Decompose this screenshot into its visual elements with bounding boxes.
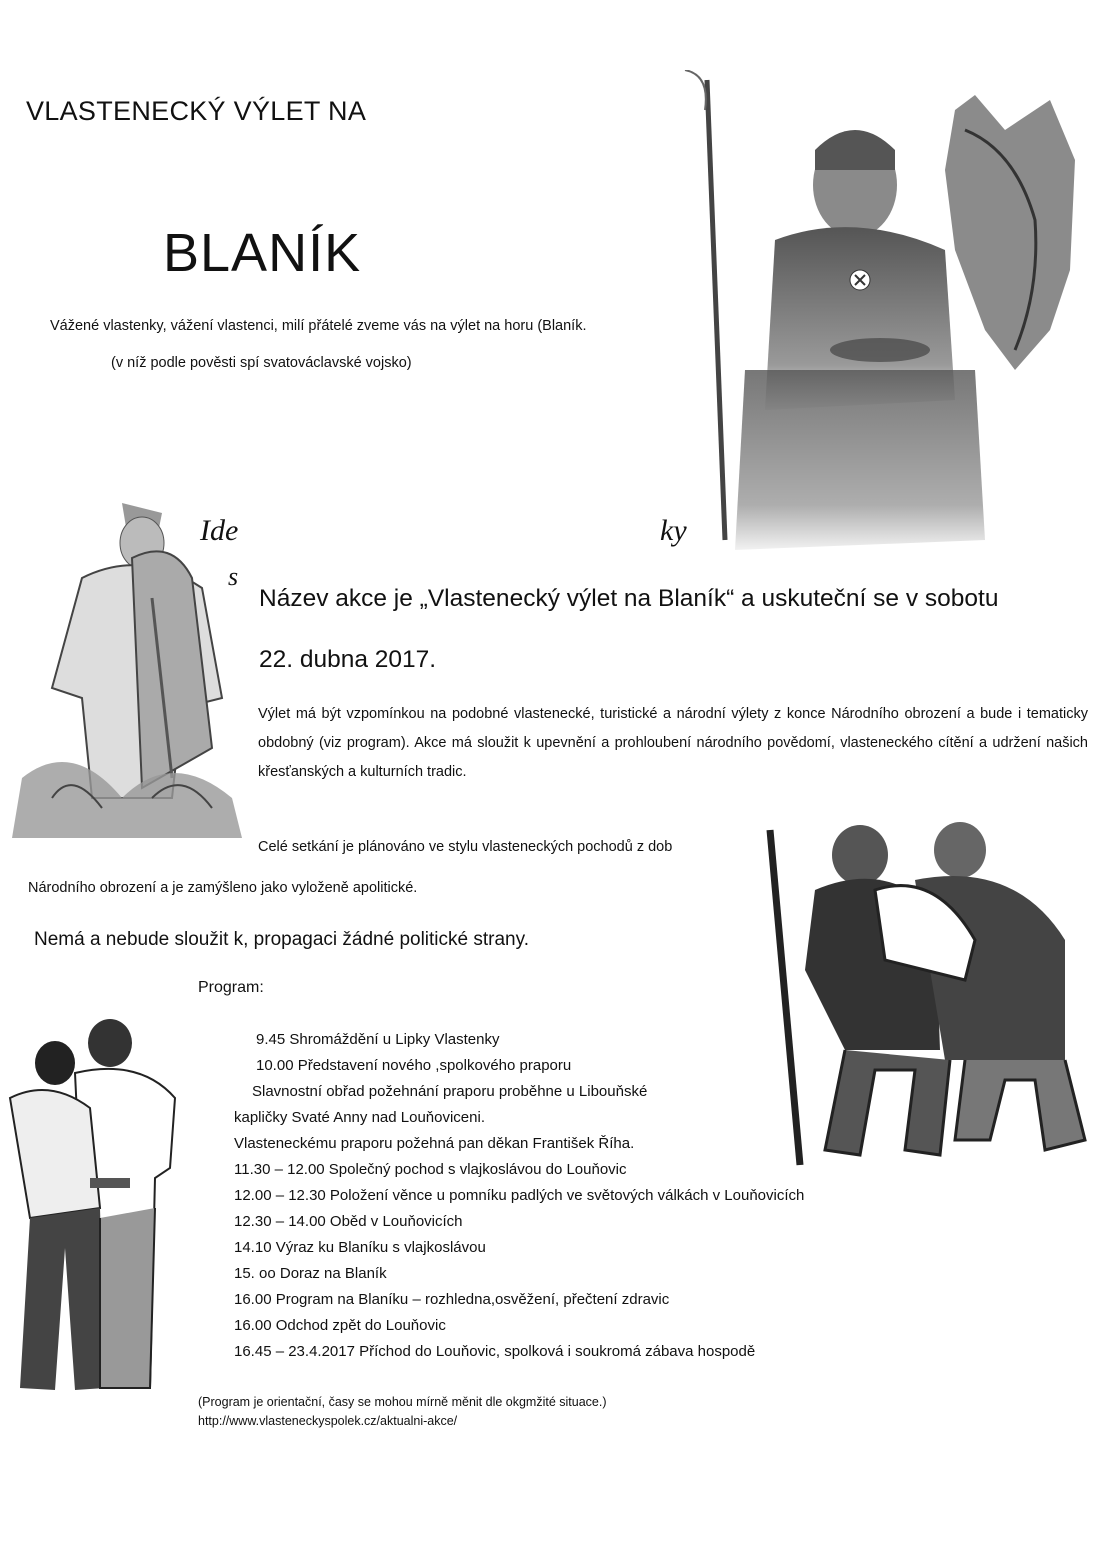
program-heading: Program: — [198, 979, 264, 996]
event-name-line: Název akce je „Vlastenecký výlet na Blaník“ a uskuteční se v sobotu — [259, 585, 999, 612]
script-fragment-below: s — [228, 562, 239, 591]
program-item: Vlasteneckému praporu požehná pan děkan František Říha. — [234, 1135, 635, 1152]
program-item: 14.10 Výraz ku Blaníku s vlajkoslávou — [234, 1239, 486, 1256]
program-item: 16.00 Program na Blaníku – rozhledna,osvěžení, přečtení zdravic — [234, 1291, 670, 1308]
pre-title: VLASTENECKÝ VÝLET NA — [26, 96, 367, 126]
political-statement: Nemá a nebude sloužit k, propagaci žádné politické strany. — [34, 929, 529, 950]
program-item: 16.45 – 23.4.2017 Příchod do Louňovic, spolková i soukromá zábava hospodě — [234, 1343, 756, 1360]
event-description: Výlet má být vzpomínkou na podobné vlastenecké, turistické a národní výlety z konce Národního obrození a bude i tematicky obdobný (viz program). Akce má sloužit k upevnění a prohloubení národního povědomí, vlasteneckého cítění a udržení našich křesťanských a kulturních tradic. — [258, 706, 1088, 780]
program-list — [234, 1029, 804, 1367]
style-line-2: Národního obrození a je zamýšleno jako vyloženě apolitické. — [28, 880, 418, 896]
event-date-line: 22. dubna 2017. — [259, 646, 437, 673]
style-line-1: Celé setkání je plánováno ve stylu vlasteneckých pochodů z dob — [258, 839, 673, 855]
folk-couple-illustration — [12, 498, 252, 858]
program-item: 9.45 Shromáždění u Lipky Vlastenky — [256, 1031, 500, 1048]
intro-line-2: (v níž podle pověsti spí svatováclavské vojsko) — [111, 355, 412, 371]
program-item: 12.00 – 12.30 Položení věnce u pomníku padlých ve světových válkách v Louňovicích — [234, 1187, 805, 1204]
program-item: 10.00 Představení nového ,spolkového praporu — [256, 1057, 572, 1074]
program-item: Slavnostní obřad požehnání praporu proběhne u Libouňské — [252, 1083, 648, 1100]
main-title: BLANÍK — [163, 223, 362, 283]
script-fragment-right: ky — [660, 514, 687, 547]
program-item: 15. oo Doraz na Blaník — [234, 1265, 387, 1282]
program-item: kapličky Svaté Anny nad Louňoviceni. — [234, 1109, 485, 1126]
knight-on-horse-illustration — [655, 70, 1085, 565]
program-item: 11.30 – 12.00 Společný pochod s vlajkoslávou do Louňovic — [234, 1161, 627, 1178]
program-item: 16.00 Odchod zpět do Louňovic — [234, 1317, 446, 1334]
program-note: (Program je orientační, časy se mohou mírně měnit dle okgmžité situace.) — [198, 1395, 607, 1409]
script-fragment-left: Ide — [200, 514, 239, 547]
hikers-illustration — [765, 820, 1100, 1170]
event-url-link[interactable]: http://www.vlasteneckyspolek.cz/aktualni-akce/ — [198, 1414, 458, 1428]
program-item: 12.30 – 14.00 Oběd v Louňovicích — [234, 1213, 463, 1230]
intro-line-1: Vážené vlastenky, vážení vlastenci, milí přátelé zveme vás na výlet na horu (Blaník. — [50, 318, 587, 334]
walking-couple-illustration — [0, 1018, 190, 1403]
